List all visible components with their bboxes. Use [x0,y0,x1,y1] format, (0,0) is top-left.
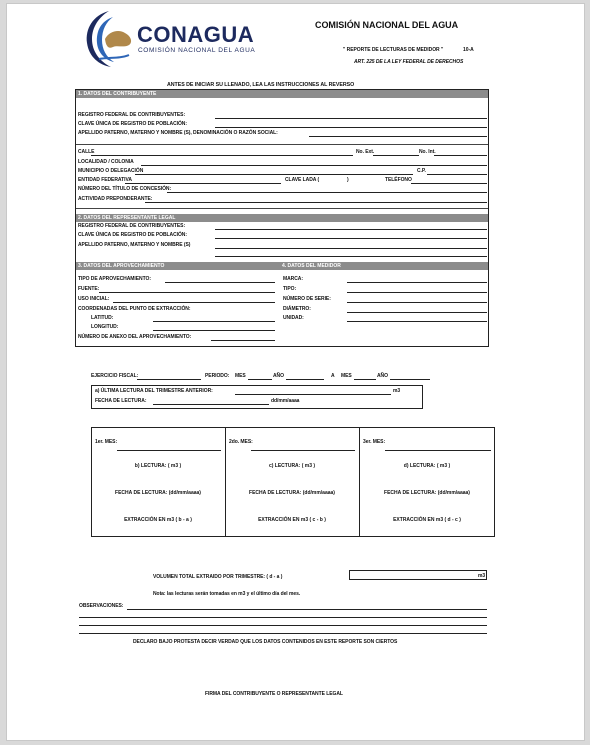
last-reading-label: a) ÚLTIMA LECTURA DEL TRIMESTRE ANTERIOR: [95,388,213,394]
coords-label: COORDENADAS DEL PUNTO DE EXTRACCIÓN: [78,306,191,312]
diameter-label: DIÁMETRO: [283,306,311,312]
observations-field-3[interactable] [79,625,487,626]
fiscal-year-label: EJERCICIO FISCAL: [91,373,139,379]
month-to-field[interactable] [354,379,376,380]
longitude-field[interactable] [153,330,275,331]
no-int-label: No. Int. [419,149,436,155]
taxpayer-name-label: APELLIDO PATERNO, MATERNO Y NOMBRE (S), DENOMINACIÓN O RAZÓN SOCIAL: [78,130,278,136]
activity-label: ACTIVIDAD PREPONDERANTE: [78,196,153,202]
activity-field[interactable] [145,202,487,203]
report-title: " REPORTE DE LECTURAS DE MEDIDOR " [343,47,444,53]
no-ext-field[interactable] [373,155,419,156]
month3-extraction-label: EXTRACCIÓN EN m3 ( d - c ) [393,517,461,523]
month2-reading-label: c) LECTURA: ( m3 ) [268,463,316,469]
year-from-field[interactable] [286,379,324,380]
total-volume-label: VOLUMEN TOTAL EXTRAIDO POR TRIMESTRE: ( d - a ) [153,574,283,580]
month3-reading-label: d) LECTURA: ( m3 ) [403,463,451,469]
total-volume-field[interactable] [349,570,487,580]
month3-field[interactable] [385,450,491,451]
period-label: PERIODO: [205,373,230,379]
municipality-label: MUNICIPIO O DELEGACIÓN [78,168,144,174]
section3-4-header [76,262,488,270]
month1-extraction-label: EXTRACCIÓN EN m3 ( b - a ) [124,517,192,523]
source-field[interactable] [99,292,275,293]
curp-field[interactable] [215,127,487,128]
serial-label: NÚMERO DE SERIE: [283,296,331,302]
no-ext-label: No. Ext. [356,149,375,155]
form-code: 10-A [463,47,474,53]
month3-label: 3er. MES: [363,439,386,445]
fiscal-year-field[interactable] [137,379,201,380]
brand-field[interactable] [347,282,487,283]
last-reading-date-format: dd/mm/aaaa [271,398,300,404]
cp-label: C.P. [417,168,426,174]
source-label: FUENTE: [78,286,100,292]
rep-name-label: APELLIDO PATERNO, MATERNO Y NOMBRE (S) [78,242,191,248]
month2-extraction-label: EXTRACCIÓN EN m3 ( c - b ) [258,517,326,523]
month2-label: 2do. MES: [229,439,253,445]
serial-field[interactable] [347,302,487,303]
title-number-label: NÚMERO DEL TÍTULO DE CONCESIÓN: [78,186,172,192]
annex-label: NÚMERO DE ANEXO DEL APROVECHAMIENTO: [78,334,192,340]
article-reference: ART. 225 DE LA LEY FEDERAL DE DERECHOS [354,59,464,65]
month1-label: 1er. MES: [95,439,118,445]
form-page [6,3,585,741]
area-code-label: CLAVE LADA ( [285,177,320,183]
section4-title: 4. DATOS DEL MEDIDOR [282,263,341,269]
observations-field-2[interactable] [79,617,487,618]
meter-type-field[interactable] [347,292,487,293]
diameter-field[interactable] [347,312,487,313]
initial-use-label: USO INICIAL: [78,296,110,302]
rep-curp-label: CLAVE ÚNICA DE REGISTRO DE POBLACIÓN: [78,232,187,238]
logo-name: CONAGUA [137,22,255,47]
state-field[interactable] [125,183,281,184]
municipality-field[interactable] [135,174,413,175]
street-field[interactable] [91,155,353,156]
rfc-label: REGISTRO FEDERAL DE CONTRIBUYENTES: [78,112,186,118]
to-label: A [331,373,335,379]
last-reading-field[interactable] [235,394,391,395]
month3-date-label: FECHA DE LECTURA: (dd/mm/aaaa) [384,490,470,496]
total-volume-unit: m3 [478,573,486,579]
month2-field[interactable] [251,450,355,451]
rep-name-field-2[interactable] [215,256,487,257]
area-code-close: ) [347,177,349,183]
month1-date-label: FECHA DE LECTURA: (dd/mm/aaaa) [115,490,201,496]
curp-label: CLAVE ÚNICA DE REGISTRO DE POBLACIÓN: [78,121,187,127]
section2-header: 2. DATOS DEL REPRESENTANTE LEGAL [76,214,488,222]
initial-use-field[interactable] [113,302,275,303]
year-from-label: AÑO [273,373,284,379]
divider [76,144,488,145]
street-label: CALLE [78,149,95,155]
rep-curp-field[interactable] [215,238,487,239]
instructions-note: ANTES DE INICIAR SU LLENADO, LEA LAS INSTRUCCIONES AL REVERSO [167,82,355,88]
year-to-field[interactable] [390,379,430,380]
use-type-field[interactable] [165,282,275,283]
observations-label: OBSERVACIONES: [79,603,124,609]
last-reading-date-label: FECHA DE LECTURA: [95,398,147,404]
section1-header: 1. DATOS DEL CONTRIBUYENTE [76,90,488,98]
annex-field[interactable] [211,340,275,341]
rfc-field[interactable] [215,118,487,119]
unit-label: UNIDAD: [283,315,304,321]
logo-subtitle: COMISIÓN NACIONAL DEL AGUA [138,47,256,54]
use-type-label: TIPO DE APROVECHAMIENTO: [78,276,151,282]
phone-label: TELÉFONO [385,177,412,183]
year-to-label: AÑO [377,373,388,379]
divider [76,208,488,209]
brand-label: MARCA: [283,276,303,282]
observations-field-4[interactable] [79,633,487,634]
last-reading-date-field[interactable] [153,404,269,405]
latitude-label: LATITUD: [91,315,114,321]
conagua-logo-icon [79,9,137,71]
locality-field[interactable] [141,165,487,166]
rep-rfc-field[interactable] [215,229,487,230]
state-label: ENTIDAD FEDERATIVA [78,177,132,183]
title-number-field[interactable] [167,192,487,193]
latitude-field[interactable] [153,321,275,322]
month2-date-label: FECHA DE LECTURA: (dd/mm/aaaa) [249,490,335,496]
taxpayer-name-field[interactable] [309,136,487,137]
last-reading-unit: m3 [393,388,401,394]
month1-field[interactable] [117,450,221,451]
note-text: Nota: las lecturas serán tomadas en m3 y el último día del mes. [153,591,301,597]
month1-reading-label: b) LECTURA: ( m3 ) [134,463,182,469]
cp-field[interactable] [427,174,487,175]
unit-field[interactable] [347,321,487,322]
rep-name-field[interactable] [215,248,487,249]
observations-field-1[interactable] [127,609,487,610]
no-int-field[interactable] [434,155,487,156]
phone-field[interactable] [411,183,487,184]
month-from-field[interactable] [248,379,272,380]
locality-label: LOCALIDAD / COLONIA [78,159,134,165]
meter-type-label: TIPO: [283,286,297,292]
longitude-label: LONGITUD: [91,324,119,330]
org-title: COMISIÓN NACIONAL DEL AGUA [315,20,459,30]
rep-rfc-label: REGISTRO FEDERAL DE CONTRIBUYENTES: [78,223,186,229]
section3-title: 3. DATOS DEL APROVECHAMIENTO [78,263,165,269]
declaration-text: DECLARO BAJO PROTESTA DECIR VERDAD QUE LOS DATOS CONTENIDOS EN ESTE REPORTE SON CIERTOS [133,639,398,645]
month-to-label: MES [341,373,352,379]
month-from-label: MES [235,373,246,379]
signature-label: FIRMA DEL CONTRIBUYENTE O REPRESENTANTE LEGAL [205,691,343,697]
